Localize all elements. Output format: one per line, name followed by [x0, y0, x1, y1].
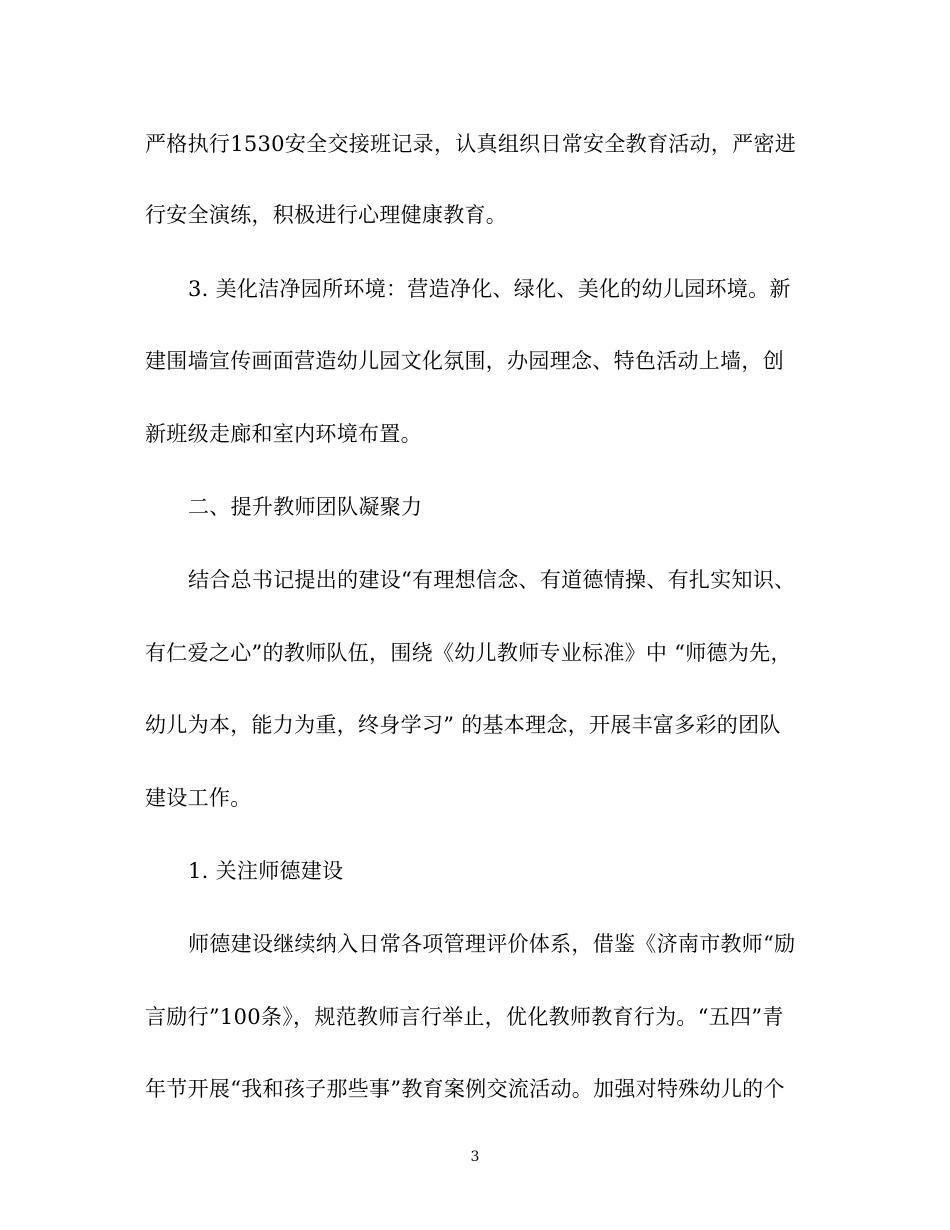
paragraph-line: 新班级走廊和室内环境布置。 [145, 422, 422, 446]
page-number: 3 [470, 1149, 480, 1165]
paragraph-line: 3. 美化洁净园所环境：营造净化、绿化、美化的幼儿园环境。新 [188, 277, 791, 301]
paragraph-line: 有仁爱之心”的教师队伍，围绕《幼儿教师专业标准》中 “师德为先， [145, 641, 792, 665]
paragraph-line: 年节开展“我和孩子那些事”教育案例交流活动。加强对特殊幼儿的个 [145, 1077, 785, 1101]
section-heading: 二、提升教师团队凝聚力 [188, 495, 423, 519]
paragraph-line: 言励行”100条》，规范教师言行举止，优化教师教育行为。“五四”青 [145, 1005, 784, 1029]
paragraph-line: 幼儿为本，能力为重，终身学习” 的基本理念，开展丰富多彩的团队 [145, 713, 781, 737]
paragraph-line: 建设工作。 [145, 786, 252, 810]
paragraph-line: 结合总书记提出的建设“有理想信念、有道德情操、有扎实知识、 [188, 568, 796, 592]
paragraph-line: 建围墙宣传画面营造幼儿园文化氛围，办园理念、特色活动上墙，创 [145, 349, 784, 373]
paragraph-line: 行安全演练，积极进行心理健康教育。 [145, 203, 508, 227]
subsection-heading: 1. 关注师德建设 [188, 859, 344, 883]
paragraph-line: 严格执行1530安全交接班记录，认真组织日常安全教育活动，严密进 [145, 132, 797, 156]
paragraph-line: 师德建设继续纳入日常各项管理评价体系，借鉴《济南市教师“励 [188, 932, 796, 956]
